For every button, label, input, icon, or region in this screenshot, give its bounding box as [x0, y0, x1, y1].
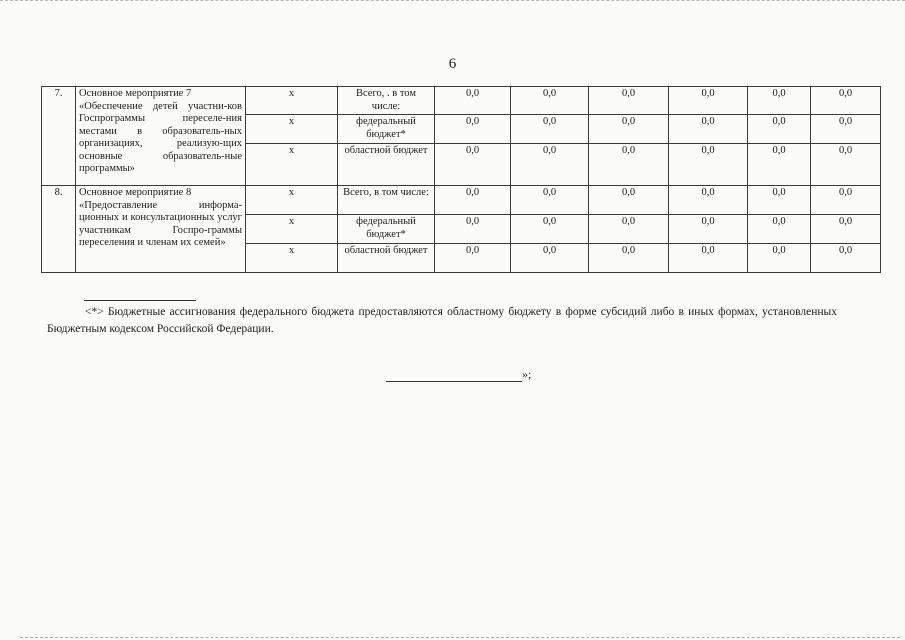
event-cell — [76, 186, 246, 273]
footnote-rule — [84, 300, 196, 301]
scan-edge-bottom — [20, 637, 900, 638]
amount-cell: 0,0 — [669, 144, 748, 186]
executor-mark: х — [246, 144, 338, 186]
event-description: «Обеспечение детей участни-ков Госпрограммы переселе-ния местами в образователь-ных организациях, реализую-щих основные образователь-ные программы» — [79, 100, 242, 174]
amount-cell: 0,0 — [669, 87, 748, 115]
funding-table — [41, 86, 881, 273]
amount-cell: 0,0 — [811, 115, 881, 144]
amount-cell: 0,0 — [589, 87, 669, 115]
page-number: 6 — [448, 56, 457, 72]
amount-cell: 0,0 — [669, 244, 748, 273]
amount-cell: 0,0 — [435, 244, 511, 273]
amount-cell: 0,0 — [511, 244, 589, 273]
amount-cell: 0,0 — [811, 144, 881, 186]
executor-mark: х — [246, 244, 338, 273]
amount-cell: 0,0 — [811, 186, 881, 215]
executor-mark: х — [246, 215, 338, 244]
executor-mark: х — [246, 115, 338, 144]
closing-mark-text: »; — [522, 367, 532, 381]
funding-source: Всего, . в том числе: — [338, 87, 435, 115]
amount-cell: 0,0 — [589, 186, 669, 215]
amount-cell: 0,0 — [811, 87, 881, 115]
amount-cell: 0,0 — [748, 215, 811, 244]
amount-cell: 0,0 — [748, 115, 811, 144]
amount-cell: 0,0 — [511, 87, 589, 115]
funding-source: федеральный бюджет* — [338, 115, 435, 144]
scan-edge-top — [0, 0, 905, 7]
amount-cell: 0,0 — [748, 144, 811, 186]
amount-cell: 0,0 — [589, 244, 669, 273]
amount-cell: 0,0 — [748, 87, 811, 115]
funding-source: Всего, в том числе: — [338, 186, 435, 215]
event-title: Основное мероприятие 7 — [79, 88, 192, 99]
amount-cell: 0,0 — [811, 244, 881, 273]
amount-cell: 0,0 — [589, 215, 669, 244]
executor-mark: х — [246, 186, 338, 215]
amount-cell: 0,0 — [435, 186, 511, 215]
amount-cell: 0,0 — [669, 186, 748, 215]
footnote: <*> Бюджетные ассигнования федерального бюджета предоставляются областному бюджету в форме субсидий либо в иных формах, установленных Бюджетным кодексом Российской Федерации. — [47, 306, 837, 335]
funding-source: областной бюджет — [338, 144, 435, 186]
amount-cell: 0,0 — [669, 115, 748, 144]
row-number: 8. — [42, 186, 76, 273]
amount-cell: 0,0 — [435, 215, 511, 244]
amount-cell: 0,0 — [811, 215, 881, 244]
amount-cell: 0,0 — [748, 186, 811, 215]
amount-cell: 0,0 — [435, 144, 511, 186]
amount-cell: 0,0 — [511, 115, 589, 144]
amount-cell: 0,0 — [748, 244, 811, 273]
event-cell — [76, 87, 246, 186]
table-row — [42, 186, 881, 215]
amount-cell: 0,0 — [435, 115, 511, 144]
row-number: 7. — [42, 87, 76, 186]
event-description: «Предоставление информа-ционных и консультационных услуг участникам Госпро-граммы переселения и членам их семей» — [79, 199, 242, 248]
table-row — [42, 87, 881, 115]
amount-cell: 0,0 — [435, 87, 511, 115]
amount-cell: 0,0 — [589, 115, 669, 144]
amount-cell: 0,0 — [511, 144, 589, 186]
amount-cell: 0,0 — [511, 186, 589, 215]
table-body — [42, 87, 881, 273]
amount-cell: 0,0 — [589, 144, 669, 186]
funding-source: областной бюджет — [338, 244, 435, 273]
executor-mark: х — [246, 87, 338, 115]
amount-cell: 0,0 — [511, 215, 589, 244]
closing-mark — [386, 367, 531, 382]
closing-line — [386, 368, 522, 382]
amount-cell: 0,0 — [669, 215, 748, 244]
funding-source: федеральный бюджет* — [338, 215, 435, 244]
event-title: Основное мероприятие 8 — [79, 187, 192, 198]
